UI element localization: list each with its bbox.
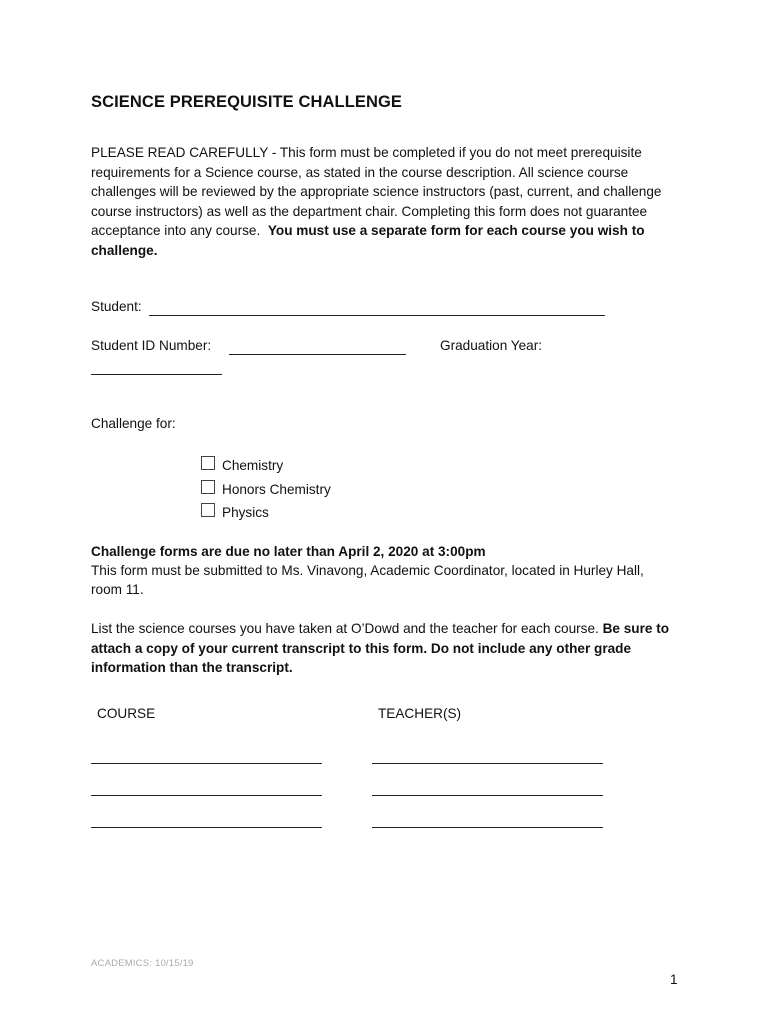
chemistry-checkbox[interactable] [201,456,215,470]
honors-chemistry-option-label: Honors Chemistry [222,482,331,497]
intro-line-6: challenge. [91,242,158,258]
physics-checkbox[interactable] [201,503,215,517]
separate-form-notice: You must use a separate form for each course you wish to [267,223,645,239]
transcript-notice-start: Be sure to [602,621,670,636]
honors-chemistry-checkbox[interactable] [201,480,215,494]
course-line-1[interactable] [91,763,322,764]
intro-line-4: course instructors) as well as the department chair. Completing this form does not guarantee [91,203,648,219]
courses-instruction-line-3: information than the transcript. [91,660,293,675]
teacher-line-1[interactable] [372,763,603,764]
physics-option-label: Physics [222,505,269,520]
student-name-line[interactable] [149,315,605,316]
intro-line-1: PLEASE READ CAREFULLY - This form must be completed if you do not meet prerequisite [91,145,642,160]
teacher-line-3[interactable] [372,827,603,828]
intro-line-3: challenges will be reviewed by the appropriate science instructors (past, current, and challenge [91,184,662,200]
course-column-header: COURSE [97,706,156,721]
graduation-year-label: Graduation Year: [440,338,543,353]
intro-line-5-text: acceptance into any course. [91,223,268,239]
teacher-line-2[interactable] [372,795,603,796]
student-id-label: Student ID Number: [91,338,212,353]
submission-line-1: This form must be submitted to Ms. Vinavong, Academic Coordinator, located in Hurley Hall, [91,563,644,578]
courses-instruction-line-2: attach a copy of your current transcript to this form. Do not include any other grade [91,641,632,656]
intro-line-5 [91,221,691,241]
graduation-year-line[interactable] [91,374,222,375]
student-label: Student: [91,299,142,314]
chemistry-option-label: Chemistry [222,458,284,473]
form-title: SCIENCE PREREQUISITE CHALLENGE [91,93,403,111]
teacher-column-header: TEACHER(S) [378,706,462,721]
courses-instruction-line-1 [91,621,669,636]
course-line-2[interactable] [91,795,322,796]
page-number: 1 [670,972,678,987]
due-date-heading: Challenge forms are due no later than April 2, 2020 at 3:00pm [91,544,486,559]
form-code: ACADEMICS: 10/15/19 [91,958,194,969]
submission-line-2: room 11. [91,582,144,597]
course-line-3[interactable] [91,827,322,828]
intro-paragraph [91,143,691,261]
courses-instruction-text: List the science courses you have taken at O’Dowd and the teacher for each course. [91,621,603,636]
intro-line-2: requirements for a Science course, as stated in the course description. All science course [91,164,629,180]
challenge-for-label: Challenge for: [91,416,176,431]
student-id-line[interactable] [229,354,406,355]
